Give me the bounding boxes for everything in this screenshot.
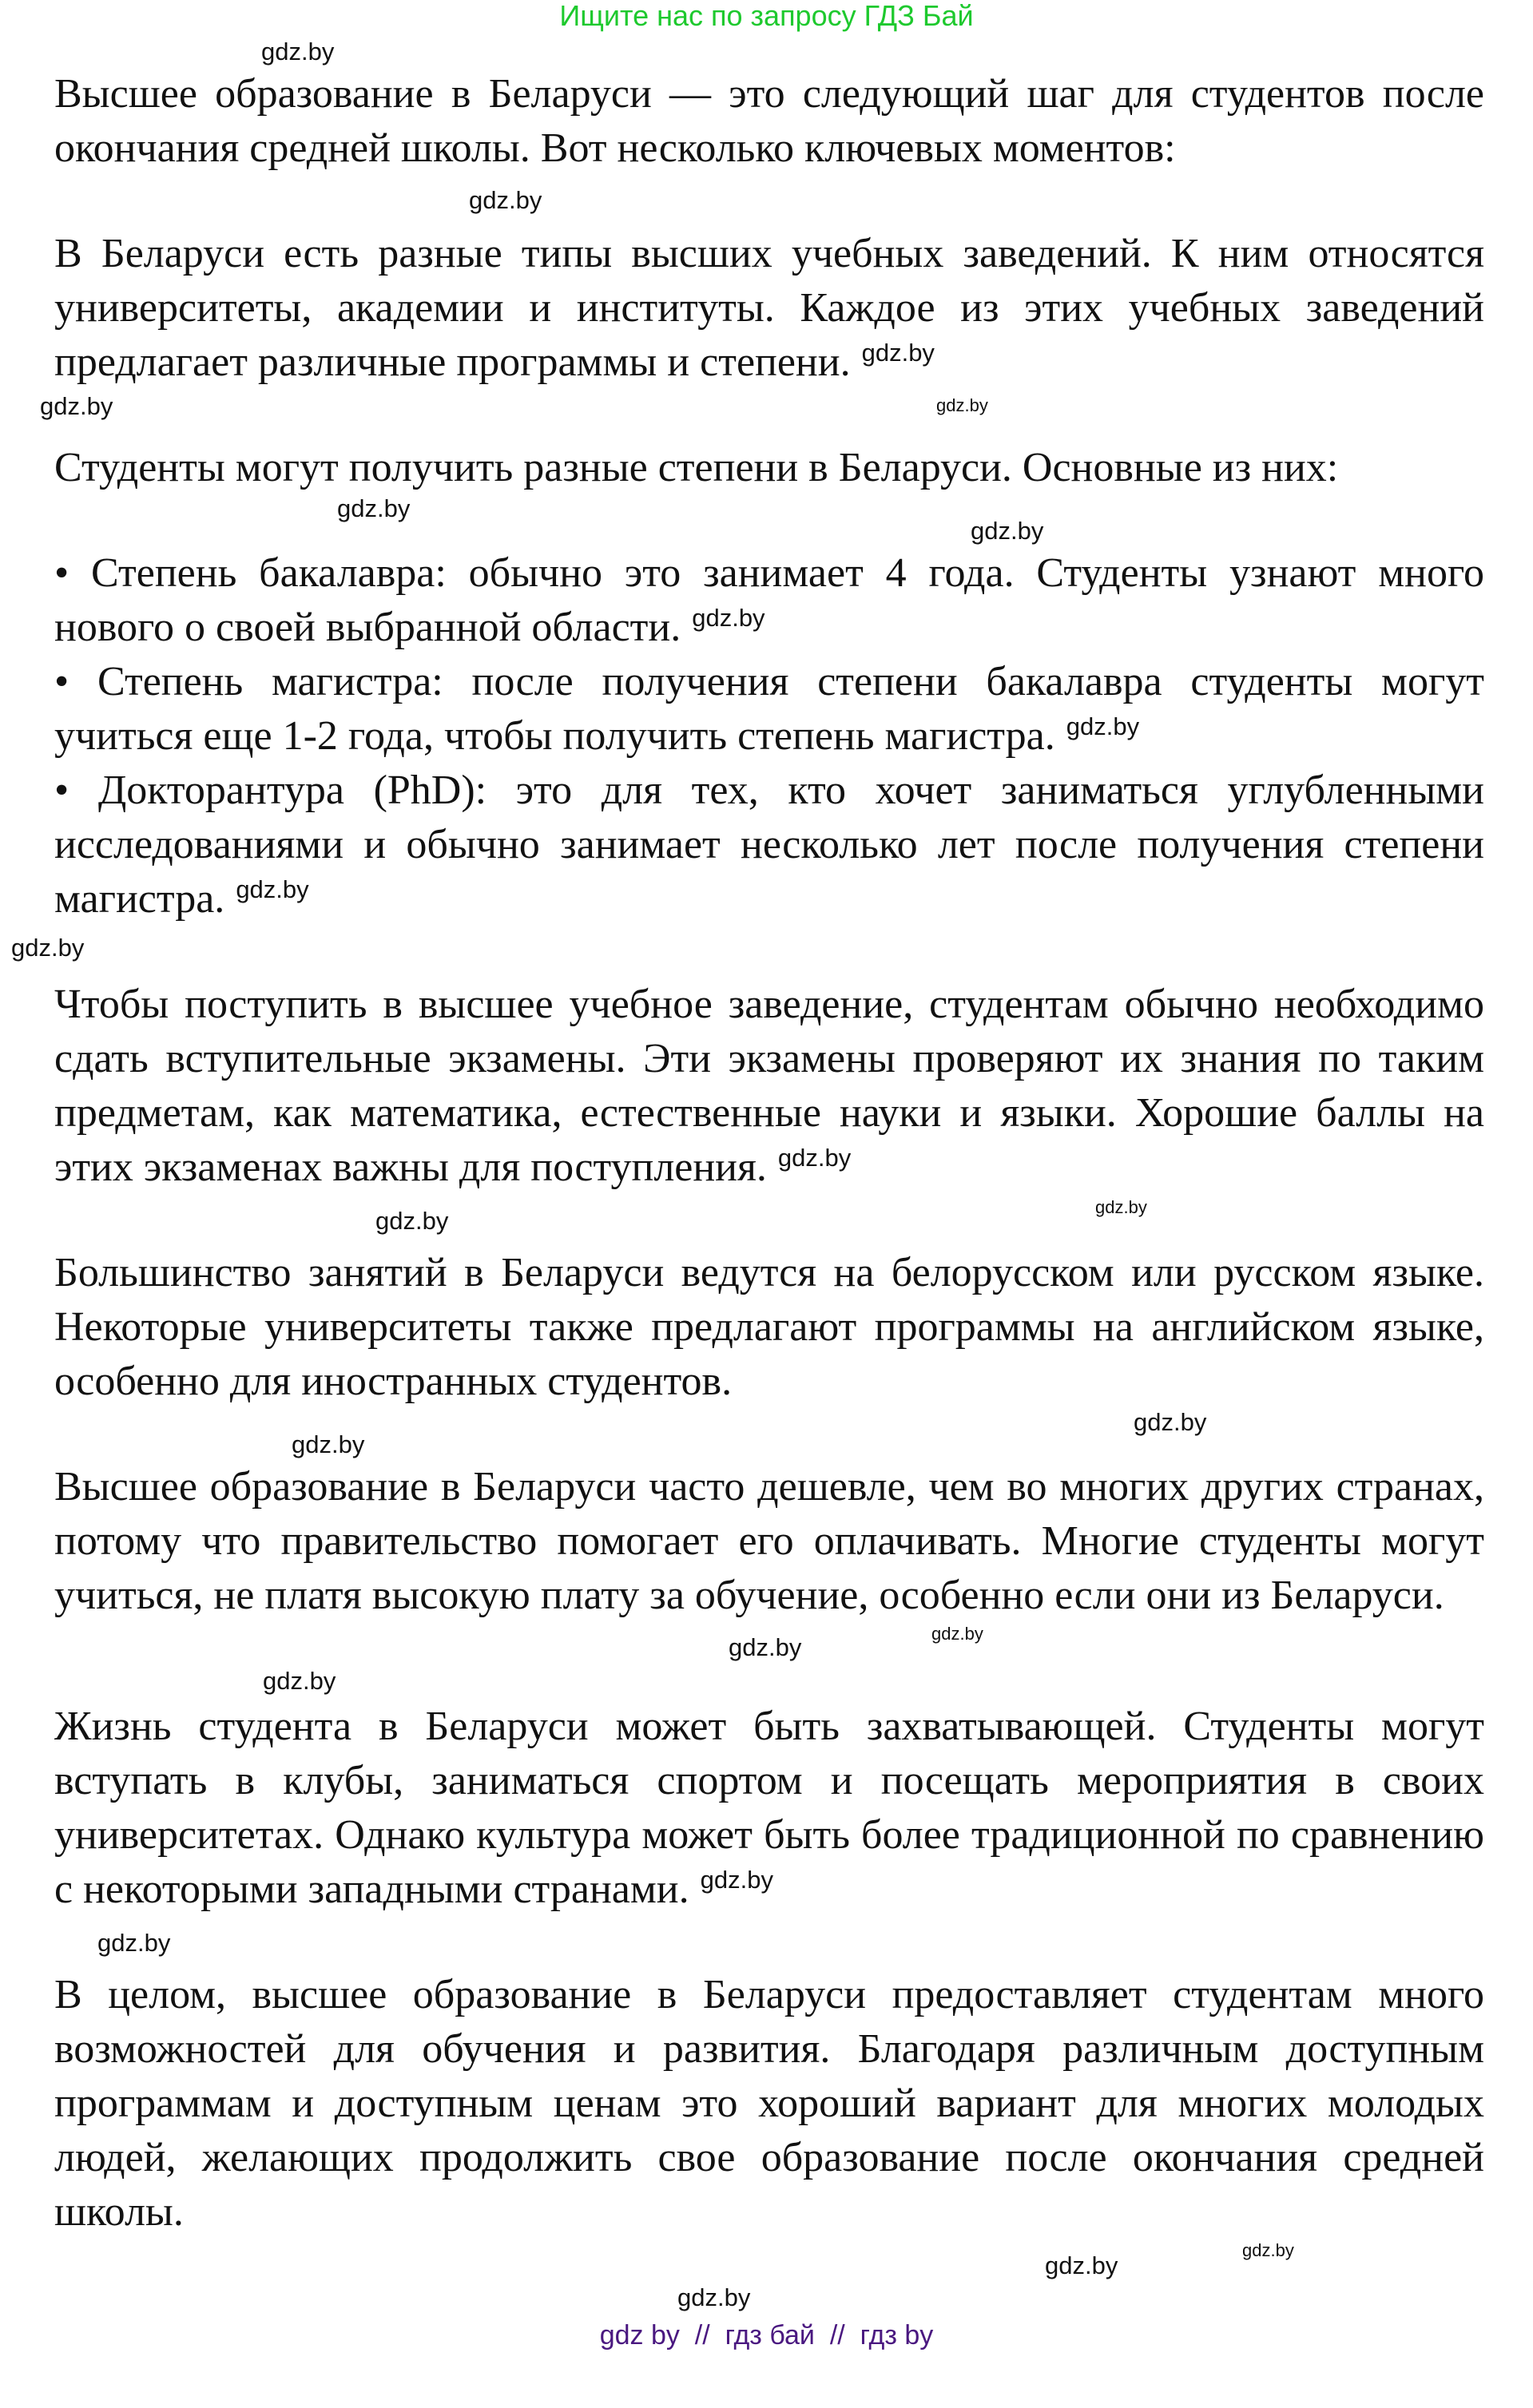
watermark: gdz.by [861,338,935,367]
paragraph-text: Жизнь студента в Беларуси может быть захватывающей. Студенты могут вступать в клубы, заниматься спортом и посещать мероприятия в своих университетах. Однако культура может быть более традиционной по сравнению с некоторыми западными странами. [54,1704,1484,1912]
list-item-phd [54,764,1484,926]
spacer [0,1917,1533,1968]
watermark: gdz.by [1066,712,1140,740]
paragraph-text: • Степень магистра: после получения степени бакалавра студенты могут учиться еще 1-2 года, чтобы получить степень магистра. [54,659,1484,759]
watermark: gdz.by [1095,1197,1147,1217]
paragraph-intro [54,67,1484,176]
search-hint-banner: Ищите нас по запросу ГДЗ Бай [559,0,974,32]
paragraph-text: Высшее образование в Беларуси — это следующий шаг для студентов после окончания средней школы. Вот несколько ключевых моментов: [54,71,1484,171]
watermark: gdz.by [700,1865,773,1894]
watermark: gdz.by [729,1633,802,1661]
paragraph-text: Высшее образование в Беларуси часто дешевле, чем во многих других странах, потому что правительство помогает его оплачивать. Многие студенты могут учиться, не платя высокую плату за обучение, особенно если они из Беларуси. [54,1464,1484,1618]
watermark: gdz.by [936,395,988,415]
watermark: gdz.by [971,517,1044,545]
watermark: gdz.by [1134,1408,1207,1436]
paragraph-text: • Докторантура (PhD): это для тех, кто хочет заниматься углубленными исследованиями и обычно занимает несколько лет после получения степени магистра. [54,768,1484,922]
paragraph-text: Студенты могут получить разные степени в Беларуси. Основные из них: [54,445,1339,490]
watermark: gdz.by [263,1667,336,1695]
paragraph-cost [54,1460,1484,1623]
spacer [0,926,1533,978]
paragraph-degrees [54,441,1484,495]
watermark: gdz.by [677,2283,751,2311]
watermark: gdz.by [469,186,542,214]
spacer [0,1195,1533,1246]
paragraph-text: Чтобы поступить в высшее учебное заведение, студентам обычно необходимо сдать вступительные экзамены. Эти экзамены проверяют их знания по таким предметам, как математика, естественные науки и языки. Хорошие баллы на этих экзаменах важны для поступления. [54,982,1484,1190]
watermark: gdz.by [777,1143,852,1172]
watermark: gdz.by [261,38,335,65]
spacer [0,1409,1533,1460]
spacer [0,2239,1533,2316]
paragraph-institution-types [54,227,1484,390]
paragraph-text: В целом, высшее образование в Беларуси предоставляет студентам много возможностей для обучения и развития. Благодаря различным доступным программам и доступным ценам это хороший вариант для многих молодых людей, желающих продолжить свое образование после окончания средней школы. [54,1972,1484,2235]
spacer [0,390,1533,441]
watermark: gdz.by [1242,2240,1294,2260]
list-item-master [54,655,1484,764]
watermark: gdz.by [692,603,765,632]
paragraph-text: В Беларуси есть разные типы высших учебных заведений. К ним относятся университеты, академии и институты. Каждое из этих учебных заведений предлагает различные программы и степени. [54,231,1484,385]
paragraph-admission [54,978,1484,1195]
watermark: gdz.by [97,1929,171,1957]
spacer [0,1623,1533,1700]
paragraph-student-life [54,1700,1484,1917]
paragraph-language [54,1246,1484,1409]
paragraph-text: • Степень бакалавра: обычно это занимает 4 года. Студенты узнают много нового о своей выбранной области. [54,550,1484,650]
watermark: gdz.by [931,1624,983,1644]
footer-links[interactable]: gdz by // гдз бай // гдз by [599,2320,934,2350]
paragraph-conclusion [54,1968,1484,2239]
spacer [0,176,1533,227]
watermark: gdz.by [292,1430,365,1458]
watermark: gdz.by [11,934,85,962]
watermark: gdz.by [337,494,411,522]
watermark: gdz.by [40,392,113,420]
paragraph-text: Большинство занятий в Беларуси ведутся на белорусском или русском языке. Некоторые университеты также предлагают программы на английском языке, особенно для иностранных студентов. [54,1250,1484,1404]
spacer [0,495,1533,546]
spacer [0,32,1533,67]
watermark: gdz.by [1045,2251,1118,2279]
watermark: gdz.by [375,1207,449,1235]
watermark: gdz.by [236,875,309,903]
list-item-bachelor [54,546,1484,655]
